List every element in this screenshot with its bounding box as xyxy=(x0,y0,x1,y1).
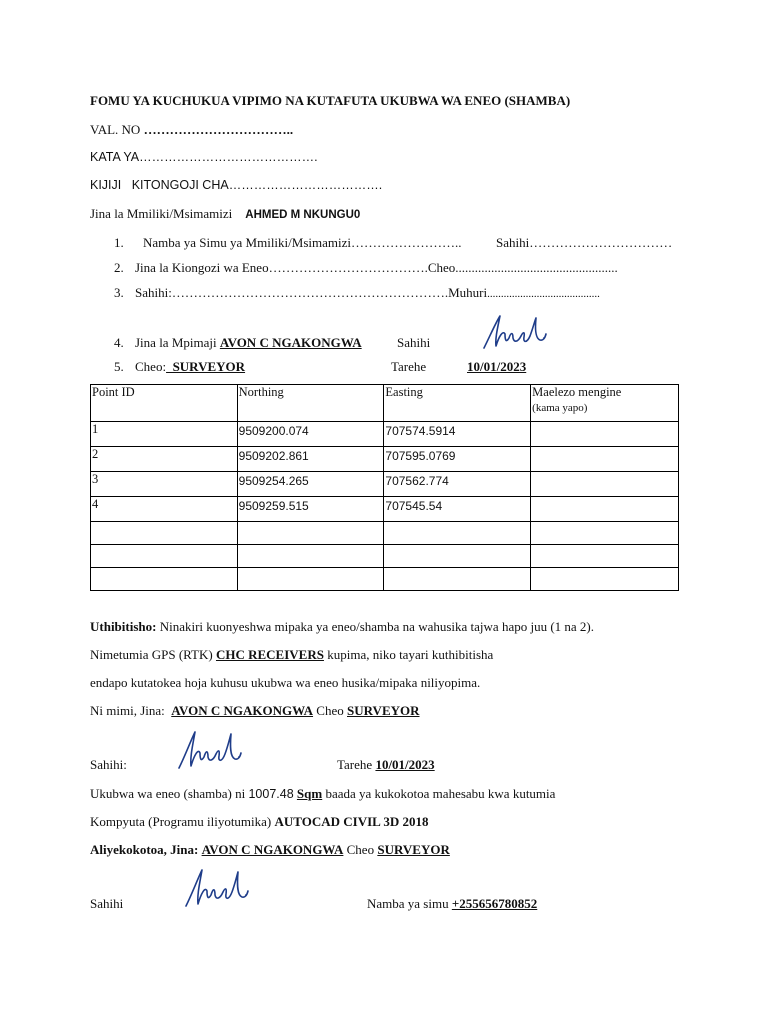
confirm-title: SURVEYOR xyxy=(347,703,420,718)
confirm-tarehe-label: Tarehe xyxy=(337,757,373,772)
header-notes-label: Maelezo mengine xyxy=(532,385,622,399)
owner-row xyxy=(90,206,360,222)
form-title: FOMU YA KUCHUKUA VIPIMO NA KUTAFUTA UKUBWA WA ENEO (SHAMBA) xyxy=(90,93,571,108)
kata-row xyxy=(90,150,318,164)
phone-label: Namba ya simu xyxy=(367,896,449,911)
item-4-content xyxy=(135,335,362,351)
area-line-1 xyxy=(90,786,555,802)
confirm-name: AVON C NGAKONGWA xyxy=(171,703,314,718)
val-no-row xyxy=(90,122,293,138)
item-3-muhuri: Muhuri xyxy=(448,285,488,300)
phone-number: +255656780852 xyxy=(451,896,538,911)
cell-notes xyxy=(531,422,679,447)
item-1-sahihi xyxy=(496,235,672,251)
confirm-date: 10/01/2023 xyxy=(375,757,435,772)
area-text-post: baada ya kukokotoa mahesabu kwa kutumia xyxy=(325,786,556,801)
item-1-number: 1. xyxy=(114,235,124,250)
cell-point-id: 3 xyxy=(91,472,238,497)
surveyor-signature-3 xyxy=(182,866,252,910)
cell-notes xyxy=(531,472,679,497)
val-no-dots: …………………………….. xyxy=(143,122,294,137)
item-1 xyxy=(114,235,124,251)
confirm-line-1 xyxy=(90,619,594,635)
cell-point-id: 4 xyxy=(91,497,238,522)
table-row-empty xyxy=(91,545,679,568)
table-header-row xyxy=(91,385,679,422)
header-notes-sub: (kama yapo) xyxy=(532,402,588,414)
item-3-number: 3. xyxy=(114,285,124,300)
item-2-number: 2. xyxy=(114,260,124,275)
area-text-pre: Ukubwa wa eneo (shamba) ni xyxy=(90,786,246,801)
confirm-text-1: Ninakiri kuonyeshwa mipaka ya eneo/shamba na wahusika tajwa hapo juu (1 na 2). xyxy=(159,619,595,634)
item-1-sahihi-dots: …………………………… xyxy=(529,235,673,250)
header-point-id: Point ID xyxy=(91,385,238,422)
area-line-2 xyxy=(90,814,429,830)
area-line-3 xyxy=(90,842,450,858)
software-name: AUTOCAD CIVIL 3D 2018 xyxy=(274,814,429,829)
uthibitisho-label: Uthibitisho: xyxy=(90,619,157,634)
area-unit: Sqm xyxy=(296,786,323,801)
kitongoji-dots: ………………………………. xyxy=(228,178,383,192)
table-row xyxy=(91,497,679,522)
kata-label: KATA YA xyxy=(90,150,140,164)
calculator-cheo-label: Cheo xyxy=(346,842,375,857)
header-easting: Easting xyxy=(384,385,531,422)
surveyor-signature-2 xyxy=(175,728,245,772)
item-5-value: SURVEYOR xyxy=(166,359,246,374)
cell-easting: 707574.5914 xyxy=(384,422,531,447)
kitongoji-label: KITONGOJI CHA xyxy=(131,178,229,192)
surveyor-name: AVON C NGAKONGWA xyxy=(219,335,362,350)
item-5-content xyxy=(135,359,245,375)
confirm-line-2 xyxy=(90,647,493,663)
confirm-text-2-post: kupima, niko tayari kuthibitisha xyxy=(327,647,494,662)
confirm-date-row xyxy=(337,757,435,773)
cell-point-id: 1 xyxy=(91,422,238,447)
cell-easting: 707562.774 xyxy=(384,472,531,497)
cell-northing: 9509200.074 xyxy=(237,422,384,447)
item-3-muhuri-dots: ......................................... xyxy=(487,288,600,300)
val-no-label: VAL. NO xyxy=(90,122,141,137)
confirm-cheo-label: Cheo xyxy=(316,703,344,718)
item-5-tarehe: Tarehe xyxy=(391,359,427,374)
cell-northing: 9509259.515 xyxy=(237,497,384,522)
item-1-dots: …………………….. xyxy=(350,235,462,250)
table-row xyxy=(91,472,679,497)
item-3-label: Sahihi: xyxy=(135,285,172,300)
item-4-number: 4. xyxy=(114,335,124,350)
cell-northing: 9509254.265 xyxy=(237,472,384,497)
calculator-label: Aliyekokotoa, Jina: xyxy=(90,842,199,857)
kijiji-label: KIJIJI xyxy=(90,178,122,192)
item-2-label: Jina la Kiongozi wa Eneo xyxy=(135,260,269,275)
area-value: 1007.48 xyxy=(248,787,294,801)
item-2-cheo: Cheo xyxy=(427,260,456,275)
item-3-content xyxy=(135,285,600,301)
item-1-label: Namba ya Simu ya Mmiliki/Msimamizi xyxy=(143,235,351,250)
software-label: Kompyuta (Programu iliyotumika) xyxy=(90,814,272,829)
item-1-content xyxy=(143,235,461,251)
surveyor-signature-1 xyxy=(480,312,550,352)
kijiji-row xyxy=(90,178,382,192)
phone-row xyxy=(367,896,537,912)
item-4-label: Jina la Mpimaji xyxy=(135,335,217,350)
kata-dots: ……………………………………. xyxy=(139,150,318,164)
calculator-name: AVON C NGAKONGWA xyxy=(201,842,344,857)
cell-notes xyxy=(531,447,679,472)
item-1-sahihi-label: Sahihi xyxy=(496,235,530,250)
gps-device: CHC RECEIVERS xyxy=(215,647,324,662)
item-5-number: 5. xyxy=(114,359,124,374)
item-5-date: 10/01/2023 xyxy=(467,359,527,374)
table-row-empty xyxy=(91,522,679,545)
table-row xyxy=(91,447,679,472)
calculator-title: SURVEYOR xyxy=(377,842,450,857)
owner-name: AHMED M NKUNGU0 xyxy=(245,209,361,221)
confirm-name-label: Ni mimi, Jina: xyxy=(90,703,165,718)
calculator-sahihi-label: Sahihi xyxy=(90,896,124,911)
cell-point-id: 2 xyxy=(91,447,238,472)
table-row-empty xyxy=(91,568,679,591)
item-4-sahihi: Sahihi xyxy=(397,335,431,350)
item-5-label: Cheo: xyxy=(135,359,167,374)
confirm-line-3: endapo kutatokea hoja kuhusu ukubwa wa eneo husika/mipaka niliyopima. xyxy=(90,675,481,690)
item-2-cheo-dots: .................................................. xyxy=(455,260,618,275)
header-notes xyxy=(531,385,679,422)
cell-northing: 9509202.861 xyxy=(237,447,384,472)
coordinates-table xyxy=(90,384,679,591)
item-3-dots: ………………………………………………………. xyxy=(171,285,449,300)
confirm-line-4 xyxy=(90,703,420,719)
owner-label: Jina la Mmiliki/Msimamizi xyxy=(90,206,233,221)
confirm-sahihi-label: Sahihi: xyxy=(90,757,127,772)
header-northing: Northing xyxy=(237,385,384,422)
table-row xyxy=(91,422,679,447)
cell-easting: 707595.0769 xyxy=(384,447,531,472)
item-2-content xyxy=(135,260,618,276)
item-2-dots: ………………………………. xyxy=(268,260,428,275)
cell-notes xyxy=(531,497,679,522)
confirm-text-2-pre: Nimetumia GPS (RTK) xyxy=(90,647,213,662)
cell-easting: 707545.54 xyxy=(384,497,531,522)
